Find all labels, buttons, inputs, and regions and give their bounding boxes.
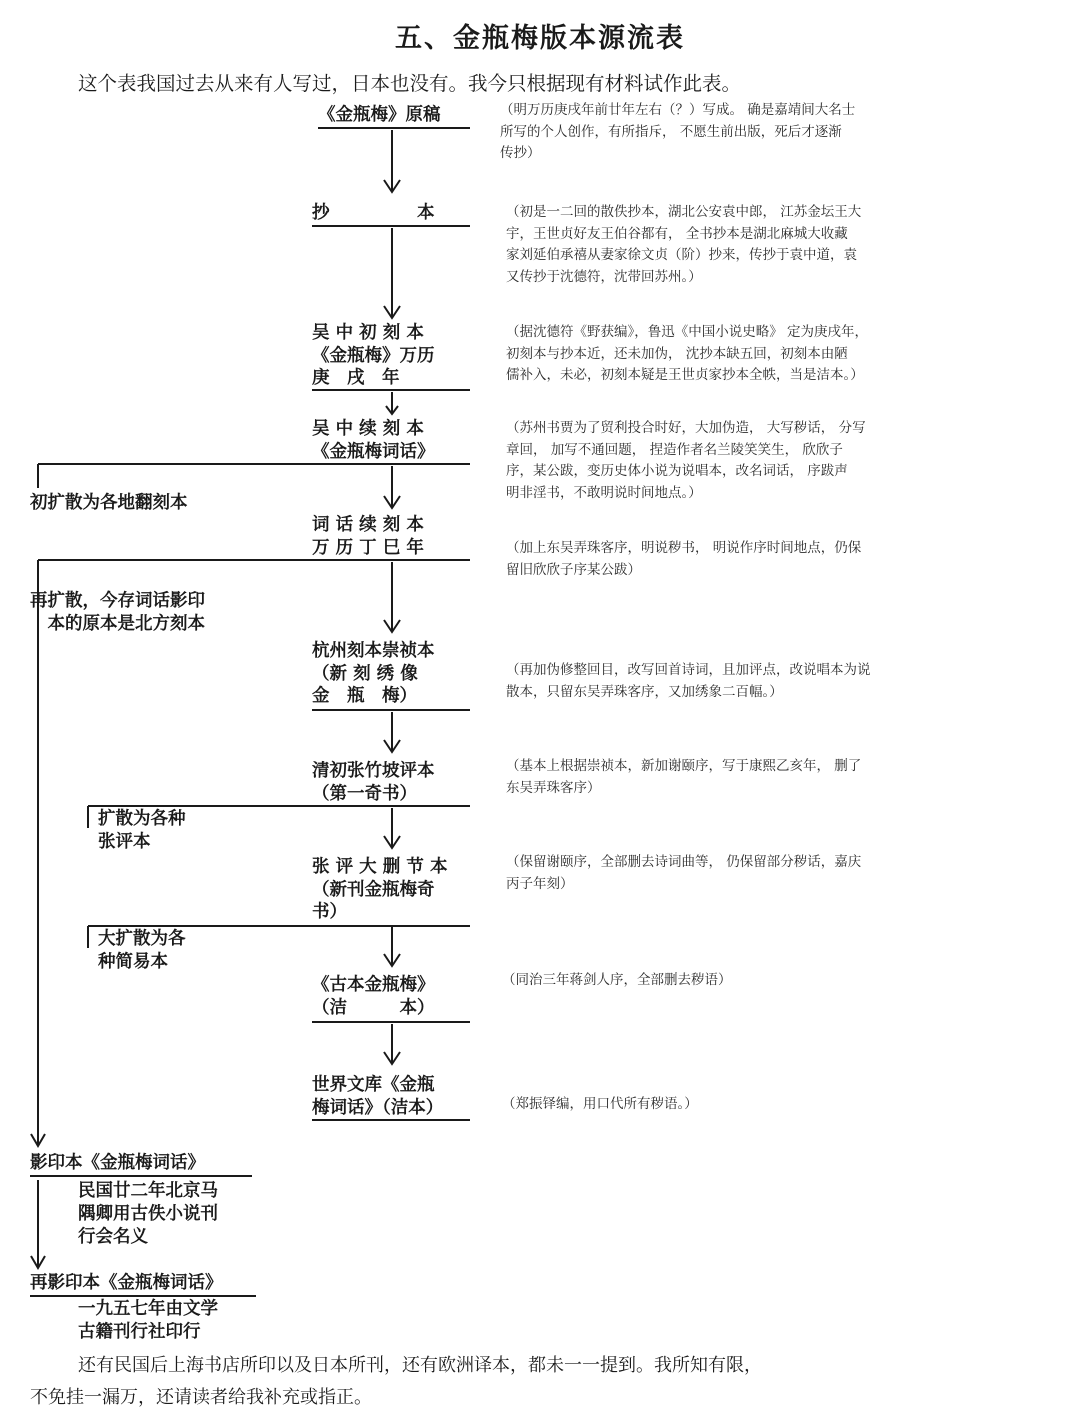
node-original-manuscript: 《金瓶梅》原稿: [318, 105, 441, 125]
note-cihua-reprint-dingsi: （加上东吴弄珠客序，明说秽书， 明说作序时间地点，仍保 留旧欣欣子序某公跋）: [506, 540, 862, 578]
note-zhang-zhupo-edition: （基本上根据崇祯本，新加谢颐序，写于康熙乙亥年， 删了 东吴弄珠客序）: [506, 758, 862, 796]
branch-second-spread: 再扩散，今存词话影印 本的原本是北方刻本: [30, 591, 205, 634]
node-chongzhen-hangzhou: 杭州刻本崇祯本 （新 刻 绣 像 金 瓶 梅）: [312, 641, 435, 706]
note-ancient-clean-edition: （同治三年蒋剑人序，全部删去秽语）: [502, 972, 732, 988]
footer-line-2: 不免挂一漏万，还请读者给我补充或指正。: [30, 1387, 372, 1408]
node-manuscript-copies: 抄 本: [312, 203, 435, 223]
note-original-manuscript: （明万历庚戌年前廿年左右（？）写成。 确是嘉靖间大名士 所写的个人创作，有所指斥， 不愿生前出版，死后才逐渐 传抄）: [500, 102, 856, 161]
reprint-facsimile-note: 民国廿二年北京马 隅卿用古佚小说刊 行会名义: [78, 1181, 218, 1247]
page-title: 五、金瓶梅版本源流表: [395, 23, 685, 54]
node-ancient-clean-edition: 《古本金瓶梅》 （洁 本）: [312, 975, 435, 1018]
note-manuscript-copies: （初是一二回的散佚抄本，湖北公安袁中郎， 江苏金坛王大 宇，王世贞好友王伯谷都有， 全书抄本是湖北麻城大收藏 家刘延伯承禧从妻家徐文贞（阶）抄来，传抄于袁中道，袁 又传抄于沈德符，沈带回苏州。）: [506, 204, 862, 285]
reprint-second-facsimile: 再影印本《金瓶梅词话》: [30, 1273, 223, 1293]
reprint-facsimile: 影印本《金瓶梅词话》: [30, 1153, 205, 1173]
node-zhang-zhupo-edition: 清初张竹坡评本 （第一奇书）: [312, 761, 435, 804]
node-cihua-reprint-dingsi: 词 话 续 刻 本 万 历 丁 巳 年: [312, 515, 424, 558]
reprint-second-facsimile-note: 一九五七年由文学 古籍刊行社印行: [78, 1299, 218, 1342]
branch-simplified-spread: 大扩散为各 种简易本: [98, 929, 186, 972]
branch-first-spread: 初扩散为各地翻刻本: [30, 493, 188, 513]
note-cihua-print: （苏州书贾为了贸利投合时好，大加伪造， 大写秽话， 分写 章回， 加写不通回题， 捏造作者名兰陵笑笑生， 欣欣子 序，某公跋，变历史体小说为说唱本，改名词话， 序跋声 明非淫书，不敢明说时间地点。）: [506, 420, 866, 501]
footer-line-1: 还有民国后上海书店所印以及日本所刊，还有欧洲译本，都未一一提到。我所知有限，: [78, 1355, 762, 1376]
note-abridged-edition: （保留谢颐序，全部删去诗词曲等， 仍保留部分秽话，嘉庆 丙子年刻）: [506, 854, 862, 892]
branch-zhang-commentary-spread: 扩散为各种 张评本: [98, 809, 186, 852]
note-world-library-edition: （郑振铎编，用口代所有秽语。）: [502, 1096, 698, 1112]
node-cihua-print: 吴 中 续 刻 本 《金瓶梅词话》: [312, 419, 435, 462]
node-world-library-edition: 世界文库《金瓶 梅词话》（洁本）: [312, 1075, 444, 1118]
node-abridged-edition: 张 评 大 删 节 本 （新刊金瓶梅奇 书）: [312, 857, 448, 922]
note-first-wuzhong-print: （据沈德符《野获编》，鲁迅《中国小说史略》 定为庚戌年， 初刻本与抄本近，还未加伪， 沈抄本缺五回，初刻本由陋 儒补入，未必，初刻本疑是王世贞家抄本全帙，当是洁本。）: [506, 324, 869, 383]
node-first-wuzhong-print: 吴 中 初 刻 本 《金瓶梅》万历 庚 戌 年: [312, 323, 435, 388]
intro-text: 这个表我国过去从来有人写过，日本也没有。我今只根据现有材料试作此表。: [78, 72, 742, 95]
note-chongzhen-hangzhou: （再加伪修整回目，改写回首诗词，且加评点，改说唱本为说 散本，只留东吴弄珠客序，又加绣象二百幅。）: [506, 662, 871, 700]
